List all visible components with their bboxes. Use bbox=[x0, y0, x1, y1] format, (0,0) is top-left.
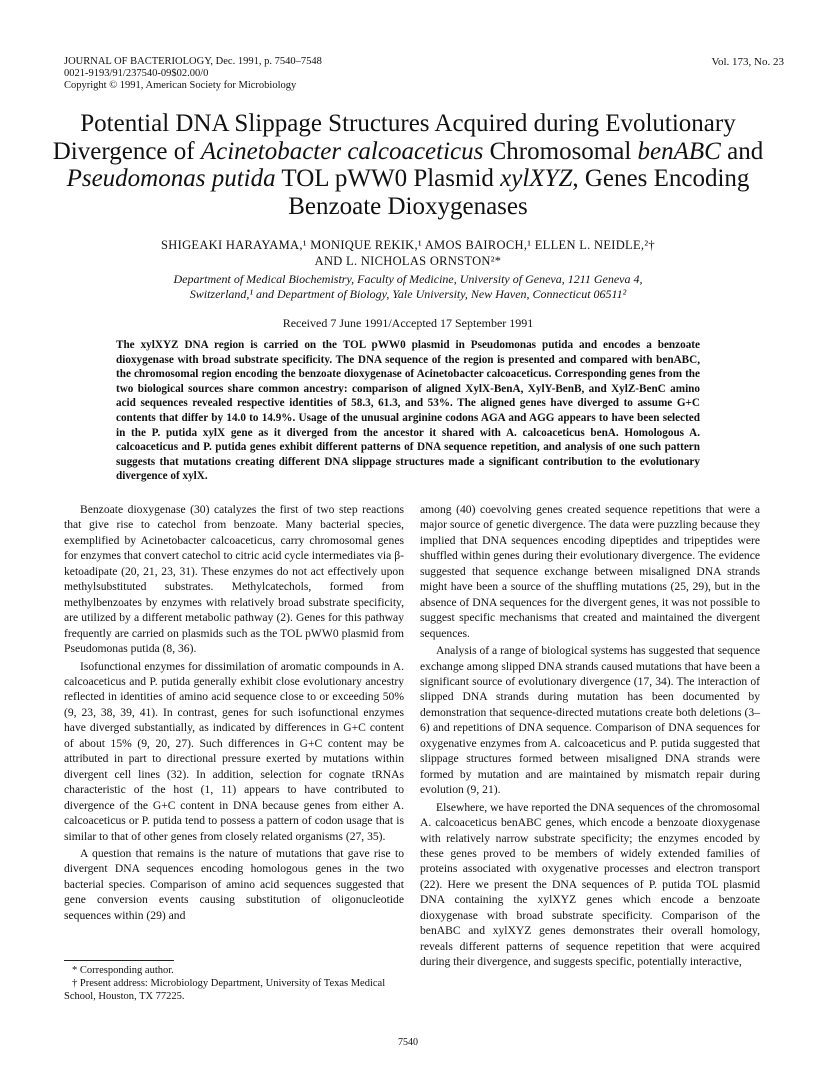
abstract: The xylXYZ DNA region is carried on the TOL pWW0 plasmid in Pseudomonas putida and encodes a benzoate dioxygenase with broad substrate specificity. The DNA sequence of the region is presented and compared with benABC, the chromosomal region encoding the benzoate dioxygenase of Acinetobacter calcoaceticus. Corresponding genes from the two biological sources share common ancestry: comparison of aligned XylX-BenA, XylY-BenB, and XylZ-BenC amino acid sequences revealed respective identities of 58.3, 61.3, and 53%. The aligned genes have diverged to assume G+C contents that differ by 14.0 to 14.9%. Usage of the unusual arginine codons AGA and AGG appears to have been selected in the P. putida xylX gene as it diverged from the ancestor it shared with A. calcoaceticus benA. Homologous A. calcoaceticus and P. putida genes exhibit different patterns of DNA sequence repetition, and analysis of one such pattern suggests that mutations creating different DNA slippage structures made a significant contribution to the evolutionary divergence of xylX. bbox=[116, 339, 700, 483]
author-line: AND L. NICHOLAS ORNSTON²* bbox=[314, 254, 502, 268]
footnote: * Corresponding author. bbox=[72, 965, 174, 976]
paragraph: Analysis of a range of biological systems has suggested that sequence exchange among slipped DNA strands caused mutations that have been a significant source of evolutionary divergence (17, 34). The interaction of slipped DNA strands during mutation has been documented by demonstration that sequence-directed mutations create both deletions (3–6) and repetitions of DNA sequence. Comparison of DNA sequences for oxygenative enzymes from A. calcoaceticus and P. putida suggested that slippage structures formed between misaligned DNA strands were formed by mutation and are maintained by mismatch repair during evolution (9, 21). bbox=[420, 644, 760, 797]
title-part: Potential DNA Slippage Structures Acquired during Evolutionary Divergence of bbox=[52, 110, 736, 165]
author-list bbox=[40, 237, 776, 269]
paragraph: A question that remains is the nature of mutations that gave rise to divergent DNA sequences encoding homologous genes in the two bacterial species. Comparison of amino acid sequences suggested that gene conversion events causing substitution of oligonucleotide sequences within (29) and bbox=[64, 846, 404, 922]
paragraph: Elsewhere, we have reported the DNA sequences of the chromosomal A. calcoaceticus benABC genes, which encode a benzoate dioxygenase with relatively narrow substrate specificity; the enzymes encoded by these genes proved to be members of widely extended families of proteins associated with oxygenative processes and electron transport (22). Here we present the DNA sequences of P. putida TOL plasmid DNA containing the xylXYZ genes which encode a benzoate dioxygenase with broad substrate specificity. Comparison of the benABC and xylXYZ genes demonstrates their overall homology, reveals different patterns of sequence repetition that were acquired during their divergence, and suggests specific, potentially interactive, bbox=[420, 800, 760, 969]
title-part: TOL pWW0 Plasmid bbox=[275, 165, 501, 192]
page-number: 7540 bbox=[398, 1037, 418, 1048]
footnote-divider bbox=[64, 960, 174, 961]
left-column bbox=[64, 502, 404, 925]
title-part: Chromosomal bbox=[483, 137, 638, 165]
right-column bbox=[420, 502, 760, 972]
affiliations bbox=[40, 272, 776, 302]
journal-header bbox=[64, 56, 764, 92]
footnotes bbox=[64, 964, 404, 1003]
title-part: , Genes Encoding Benzoate Dioxygenases bbox=[288, 165, 750, 220]
journal-code: 0021-9193/91/237540-09$02.00/0 bbox=[64, 68, 209, 79]
title-italic: benABC bbox=[637, 137, 721, 165]
footnote: † Present address: Microbiology Department, University of Texas Medical School, Houston, TX 77225. bbox=[64, 978, 386, 1002]
journal-citation: JOURNAL OF BACTERIOLOGY, Dec. 1991, p. 7540–7548 bbox=[64, 56, 322, 67]
title-italic: xylXYZ bbox=[500, 165, 573, 192]
article-title bbox=[40, 110, 776, 220]
title-part: and bbox=[720, 137, 764, 165]
affiliation-line: Department of Medical Biochemistry, Faculty of Medicine, University of Geneva, 1211 Geneva 4, bbox=[173, 272, 643, 286]
paragraph: Benzoate dioxygenase (30) catalyzes the first of two step reactions that give rise to catechol from benzoate. Many bacterial species, exemplified by Acinetobacter calcoaceticus, carry chromosomal genes for enzymes that convert catechol to citric acid cycle intermediates via β-ketoadipate (20, 21, 23, 31). These enzymes do not act effectively upon methylsubstituted substrates. Methylcatechols, formed from methylbenzoates by enzymes with relatively broad substrate specificity, are utilized by a different metabolic pathway (2). Genes for this pathway frequently are carried on plasmids such as the TOL pWW0 plasmid from Pseudomonas putida (8, 36). bbox=[64, 503, 404, 656]
paragraph: among (40) coevolving genes created sequence repetitions that were a major source of genetic divergence. The data were puzzling because they implied that DNA sequences encoding dipeptides and tripeptides were shuffled within genes during their evolutionary divergence. The evidence suggested that sequence exchange between misaligned DNA strands might have been a source of the shuffling mutations (25, 29), but in the absence of DNA sequences for the divergent genes, it was not possible to suggest specific mechanisms that created and maintained the divergent sequences. bbox=[420, 503, 760, 640]
volume-number: Vol. 173, No. 23 bbox=[711, 56, 784, 68]
copyright-line: Copyright © 1991, American Society for Microbiology bbox=[64, 80, 297, 91]
received-dates: Received 7 June 1991/Accepted 17 September 1991 bbox=[282, 316, 534, 330]
paragraph: Isofunctional enzymes for dissimilation of aromatic compounds in A. calcoaceticus and P. putida generally exhibit close evolutionary ancestry reflected in identities of amino acid sequence close to or exceeding 50% (9, 23, 38, 39, 41). In contrast, genes for such isofunctional enzymes have diverged substantially, as indicated by differences in G+C content of about 15% (9, 20, 27). Such differences in G+C content may be attributed in part to directional pressure exerted by mutations within divergent cell lines (32). In addition, selection for cognate tRNAs characteristic of the host (1, 11) appears to have contributed to divergence of the G+C content in DNA because genes from either A. calcoaceticus or P. putida tend to possess a pattern of codon usage that is similar to that of other genes from closely related organisms (27, 35). bbox=[64, 659, 404, 843]
title-italic: Acinetobacter calcoaceticus bbox=[200, 137, 484, 165]
affiliation-line: Switzerland,¹ and Department of Biology, Yale University, New Haven, Connecticut 06511² bbox=[189, 287, 627, 301]
title-italic: Pseudomonas putida bbox=[66, 165, 276, 192]
author-line: SHIGEAKI HARAYAMA,¹ MONIQUE REKIK,¹ AMOS BAIROCH,¹ ELLEN L. NEIDLE,²† bbox=[161, 238, 655, 252]
